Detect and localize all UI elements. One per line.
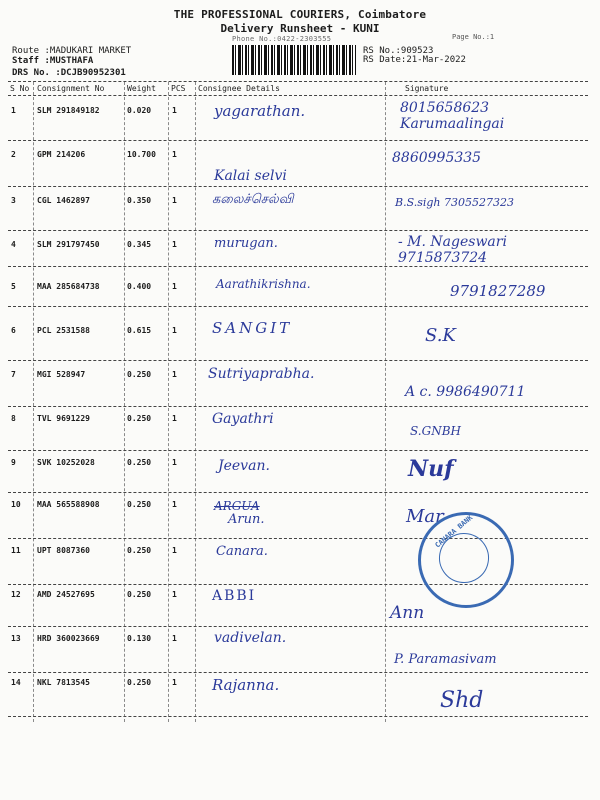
row-signature: Mar [406, 506, 444, 527]
row-pcs: 1 [172, 196, 177, 205]
row-consignee: ABBI [212, 588, 257, 604]
row-consignee: yagarathan. [214, 102, 306, 120]
row-consignment: AMD 24527695 [37, 590, 95, 599]
row-pcs: 1 [172, 106, 177, 115]
row-consignment: TVL 9691229 [37, 414, 90, 423]
row-consignment: MAA 565588908 [37, 500, 100, 509]
row-divider [8, 230, 588, 231]
header-bottom-rule [8, 95, 588, 96]
row-consignment: MGI 528947 [37, 370, 86, 379]
row-pcs: 1 [172, 240, 177, 249]
row-consignee: Canara. [216, 544, 268, 559]
row-sno: 9 [11, 458, 16, 467]
row-sno: 2 [11, 150, 16, 159]
row-signature: 9791827289 [450, 282, 546, 300]
row-pcs: 1 [172, 370, 177, 379]
row-consignee: murugan. [214, 236, 278, 251]
row-signature: A c. 9986490711 [405, 384, 526, 400]
row-pcs: 1 [172, 414, 177, 423]
row-sno: 6 [11, 326, 16, 335]
row-divider [8, 266, 588, 267]
row-pcs: 1 [172, 150, 177, 159]
row-pcs: 1 [172, 282, 177, 291]
row-signature: Nuf [408, 456, 454, 482]
row-divider [8, 140, 588, 141]
row-weight: 10.700 [127, 150, 156, 159]
row-sno: 4 [11, 240, 16, 249]
row-consignee: Gayathri [212, 411, 274, 427]
document-subtitle: Delivery Runsheet - KUNI [220, 22, 380, 35]
header-top-rule [8, 81, 588, 82]
row-pcs: 1 [172, 546, 177, 555]
row-weight: 0.250 [127, 500, 152, 509]
row-consignee: Jeevan. [218, 458, 270, 474]
row-sno: 11 [11, 546, 21, 555]
row-weight: 0.130 [127, 634, 152, 643]
row-consignment: GPM 214206 [37, 150, 86, 159]
row-consignment: NKL 7813545 [37, 678, 90, 687]
row-weight: 0.345 [127, 240, 152, 249]
row-consignment: SVK 10252028 [37, 458, 95, 467]
row-signature: Ann [390, 603, 425, 623]
column-header-consignee: Consignee Details [198, 84, 280, 93]
row-consignee: Kalai selvi [214, 168, 287, 184]
row-consignment: CGL 1462897 [37, 196, 90, 205]
row-sno: 14 [11, 678, 21, 687]
row-divider [8, 186, 588, 187]
row-weight: 0.350 [127, 196, 152, 205]
row-weight: 0.250 [127, 370, 152, 379]
row-signature: B.S.sigh 7305527323 [395, 196, 514, 209]
row-pcs: 1 [172, 458, 177, 467]
row-signature: P. Paramasivam [394, 652, 497, 667]
row-sno: 7 [11, 370, 16, 379]
row-consignment: SLM 291797450 [37, 240, 100, 249]
row-weight: 0.250 [127, 590, 152, 599]
row-consignment: PCL 2531588 [37, 326, 90, 335]
row-weight: 0.250 [127, 678, 152, 687]
row-pcs: 1 [172, 634, 177, 643]
row-weight: 0.250 [127, 458, 152, 467]
row-sno: 13 [11, 634, 21, 643]
row-signature: S.GNBH [410, 424, 461, 438]
route-info: Route :MADUKARI MARKET [12, 46, 132, 56]
row-weight: 0.615 [127, 326, 152, 335]
rs-date: RS Date:21-Mar-2022 [363, 55, 466, 65]
row-sno: 8 [11, 414, 16, 423]
row-divider [8, 306, 588, 307]
row-signature: Shd [440, 688, 484, 713]
row-consignment: HRD 360023669 [37, 634, 100, 643]
row-signature: - M. Nageswari 9715873724 [398, 234, 507, 266]
row-consignee: Rajanna. [212, 676, 280, 694]
row-consignee: Arun. [228, 512, 265, 527]
row-divider [8, 450, 588, 451]
phone-number: Phone No.:0422-2303555 [232, 35, 332, 43]
row-consignment: SLM 291849182 [37, 106, 100, 115]
document-title: THE PROFESSIONAL COURIERS, Coimbatore [173, 8, 427, 21]
row-consignment: UPT 8087360 [37, 546, 90, 555]
row-consignee: Sutriyaprabha. [208, 366, 315, 382]
column-header-weight: Weight [127, 84, 156, 93]
row-weight: 0.250 [127, 546, 152, 555]
row-sno: 3 [11, 196, 16, 205]
row-divider [8, 626, 588, 627]
column-header-sno: S No [10, 84, 30, 93]
row-sno: 5 [11, 282, 16, 291]
barcode [232, 45, 356, 75]
row-pcs: 1 [172, 678, 177, 687]
row-consignee: Aarathikrishna. [216, 277, 311, 291]
row-sno: 1 [11, 106, 16, 115]
row-pcs: 1 [172, 326, 177, 335]
column-header-signature: Signature [405, 84, 449, 93]
row-divider [8, 406, 588, 407]
row-consignment: MAA 285684738 [37, 282, 100, 291]
row-divider [8, 716, 588, 717]
row-divider [8, 360, 588, 361]
row-divider [8, 672, 588, 673]
row-sno: 12 [11, 590, 21, 599]
row-signature: S.K [425, 325, 456, 346]
row-signature: 8860995335 [392, 150, 482, 166]
row-consignee: SANGIT [212, 319, 293, 337]
row-sno: 10 [11, 500, 21, 509]
row-consignee: கலைச்செல்வி [212, 192, 294, 207]
staff-info: Staff :MUSTHAFA [12, 56, 94, 66]
row-pcs: 1 [172, 590, 177, 599]
row-pcs: 1 [172, 500, 177, 509]
column-header-consignment: Consignment No [37, 84, 105, 93]
row-consignee-struck: ARGUA [214, 499, 260, 513]
drs-number: DRS No. :DCJB90952301 [12, 68, 126, 78]
stamp-text: CANARA BANK [433, 513, 475, 550]
rs-number: RS No.:909523 [363, 46, 434, 56]
row-consignee: vadivelan. [214, 630, 287, 646]
row-weight: 0.250 [127, 414, 152, 423]
row-weight: 0.400 [127, 282, 152, 291]
row-weight: 0.020 [127, 106, 152, 115]
page-number: Page No.:1 [452, 33, 495, 41]
column-header-pcs: PCS [171, 84, 186, 93]
row-signature: 8015658623 Karumaalingai [400, 100, 505, 132]
row-divider [8, 492, 588, 493]
